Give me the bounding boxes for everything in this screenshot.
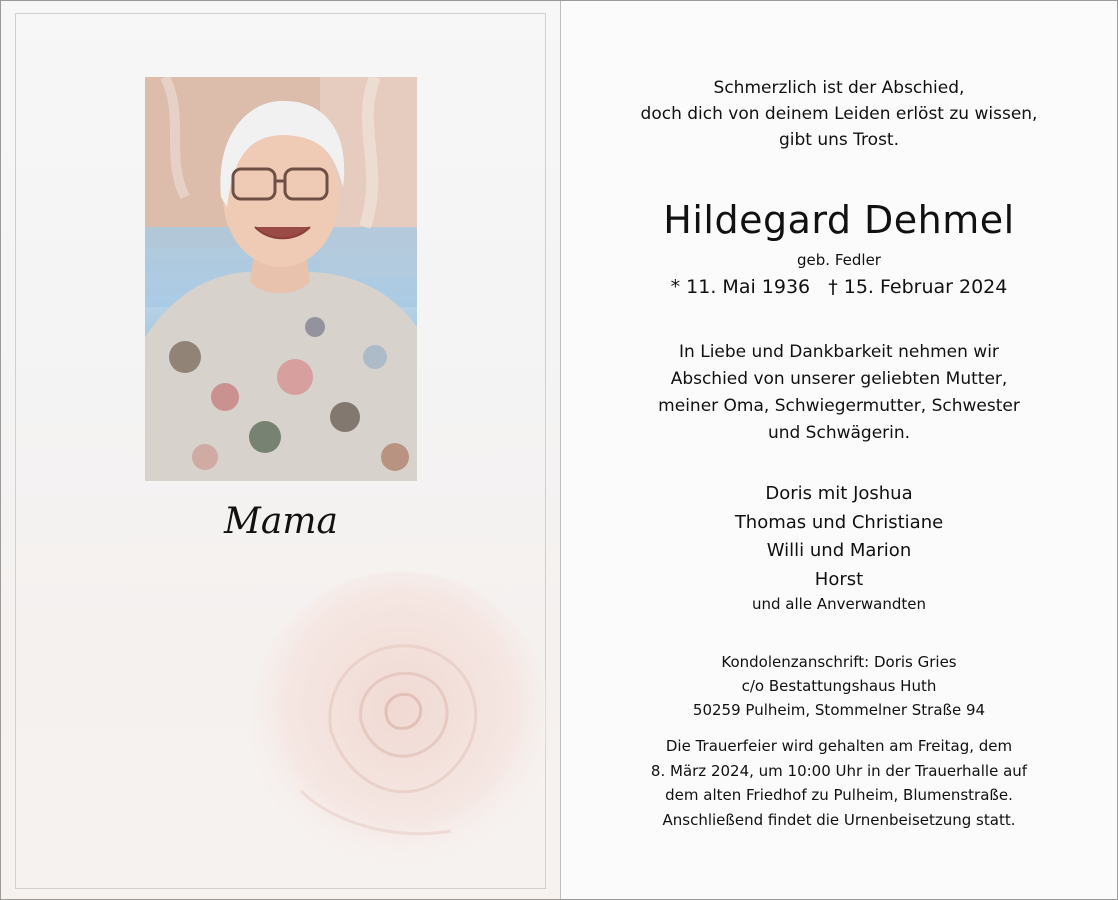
farewell-line: meiner Oma, Schwiegermutter, Schwester [658, 396, 1020, 416]
address-line: 50259 Pulheim, Stommelner Straße 94 [692, 701, 986, 719]
farewell-line: Abschied von unserer geliebten Mutter, [670, 369, 1008, 389]
deceased-name: Hildegard Dehmel [663, 198, 1015, 242]
portrait-photo [145, 77, 417, 481]
farewell-line: und Schwägerin. [767, 423, 911, 443]
family-list [561, 480, 1117, 594]
verse [561, 75, 1117, 153]
death-date: † 15. Februar 2024 [828, 276, 1008, 298]
family-member: Willi und Marion [766, 540, 912, 561]
service-line: dem alten Friedhof zu Pulheim, Blumenstraße. [665, 786, 1013, 804]
birth-name: geb. Fedler [797, 251, 881, 269]
photo-caption: Mama [224, 501, 338, 542]
right-panel [561, 1, 1117, 899]
life-dates [561, 274, 1117, 300]
relatives-line: und alle Anverwandten [752, 595, 926, 613]
verse-line: Schmerzlich ist der Abschied, [713, 78, 965, 98]
family-member: Horst [814, 568, 864, 590]
verse-line: doch dich von deinem Leiden erlöst zu wissen, [640, 104, 1038, 124]
portrait-illustration [145, 77, 417, 481]
family-member: Thomas und Christiane [734, 511, 944, 533]
rose-watermark [241, 561, 561, 891]
left-panel [1, 1, 561, 899]
service-line: Anschließend findet die Urnenbeisetzung statt. [662, 810, 1016, 829]
service-line: 8. März 2024, um 10:00 Uhr in der Trauerhalle auf [650, 761, 1028, 780]
farewell-text [561, 339, 1117, 447]
service-info [561, 734, 1117, 832]
address-line: Kondolenzanschrift: Doris Gries [721, 653, 957, 671]
condolence-address [561, 650, 1117, 722]
farewell-line: In Liebe und Dankbarkeit nehmen wir [679, 342, 999, 362]
service-line: Die Trauerfeier wird gehalten am Freitag, dem [665, 737, 1013, 755]
address-line: c/o Bestattungshaus Huth [741, 677, 937, 695]
verse-line: gibt uns Trost. [778, 130, 899, 150]
birth-date: * 11. Mai 1936 [670, 276, 811, 298]
family-member: Doris mit Joshua [765, 483, 913, 504]
